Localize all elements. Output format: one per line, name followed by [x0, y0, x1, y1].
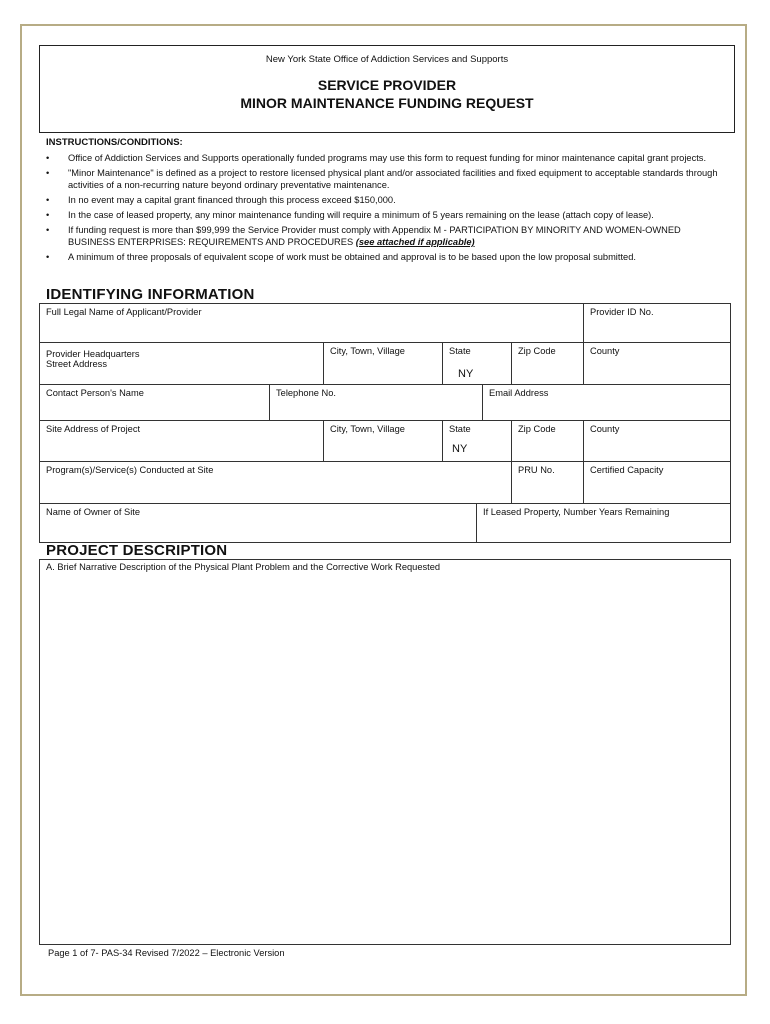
- instructions-heading: INSTRUCTIONS/CONDITIONS:: [46, 137, 183, 148]
- narrative-description-field[interactable]: [39, 559, 731, 945]
- pru-number-field[interactable]: PRU No.: [511, 461, 584, 504]
- email-field[interactable]: Email Address: [482, 384, 731, 421]
- site-state-value: NY: [452, 443, 468, 455]
- hq-city-field[interactable]: City, Town, Village: [323, 342, 443, 385]
- identifying-information-heading: IDENTIFYING INFORMATION: [46, 286, 255, 303]
- instruction-item: • Office of Addiction Services and Supports operationally funded programs may use this form to request funding for minor maintenance capital grant projects.: [46, 152, 730, 164]
- instruction-item: • In no event may a capital grant financed through this process exceed $150,000.: [46, 194, 730, 206]
- site-state-field[interactable]: State NY: [442, 420, 512, 462]
- site-city-field[interactable]: City, Town, Village: [323, 420, 443, 462]
- legal-name-field[interactable]: Full Legal Name of Applicant/Provider: [39, 303, 584, 343]
- site-owner-name-field[interactable]: Name of Owner of Site: [39, 503, 477, 543]
- agency-name: New York State Office of Addiction Services and Supports: [265, 54, 509, 65]
- instruction-item: • "Minor Maintenance" is defined as a project to restore licensed physical plant and/or associated facilities and fixed equipment to acceptable standards through activities of a non-recurring nature beyond ordinary preventative maintenance.: [46, 167, 730, 191]
- narrative-description-label: A. Brief Narrative Description of the Physical Plant Problem and the Corrective Work Requested: [46, 562, 441, 572]
- contact-name-field[interactable]: Contact Person's Name: [39, 384, 270, 421]
- hq-street-address-field[interactable]: Provider Headquarters Street Address: [39, 342, 324, 385]
- see-attached-note: (see attached if applicable): [355, 237, 475, 247]
- site-address-field[interactable]: Site Address of Project: [39, 420, 324, 462]
- identifying-information-grid: [39, 303, 731, 543]
- instructions-list: [46, 152, 730, 266]
- hq-county-field[interactable]: County: [583, 342, 731, 385]
- provider-id-field[interactable]: Provider ID No.: [583, 303, 731, 343]
- project-description-heading: PROJECT DESCRIPTION: [46, 542, 228, 559]
- form-title-line1: SERVICE PROVIDER: [317, 77, 457, 93]
- hq-zip-field[interactable]: Zip Code: [511, 342, 584, 385]
- site-zip-field[interactable]: Zip Code: [511, 420, 584, 462]
- instruction-item: • In the case of leased property, any minor maintenance funding will require a minimum of 5 years remaining on the lease (attach copy of lease).: [46, 209, 730, 221]
- page-footer: Page 1 of 7- PAS-34 Revised 7/2022 – Electronic Version: [48, 948, 285, 958]
- instruction-item: • A minimum of three proposals of equivalent scope of work must be obtained and approval is to be based upon the low proposal submitted.: [46, 251, 730, 263]
- programs-services-field[interactable]: Program(s)/Service(s) Conducted at Site: [39, 461, 512, 504]
- hq-state-value: NY: [458, 368, 474, 380]
- site-county-field[interactable]: County: [583, 420, 731, 462]
- telephone-field[interactable]: Telephone No.: [269, 384, 483, 421]
- form-header: [39, 45, 735, 133]
- certified-capacity-field[interactable]: Certified Capacity: [583, 461, 731, 504]
- instruction-item: • If funding request is more than $99,999 the Service Provider must comply with Appendix M - PARTICIPATION BY MINORITY AND WOMEN-OWNED BUSINESS ENTERPRISES: REQUIREMENTS AND PROCEDURES (see attached if applicable): [46, 224, 730, 248]
- form-title-line2: MINOR MAINTENANCE FUNDING REQUEST: [240, 95, 534, 111]
- hq-state-field[interactable]: State NY: [442, 342, 512, 385]
- lease-years-remaining-field[interactable]: If Leased Property, Number Years Remaining: [476, 503, 731, 543]
